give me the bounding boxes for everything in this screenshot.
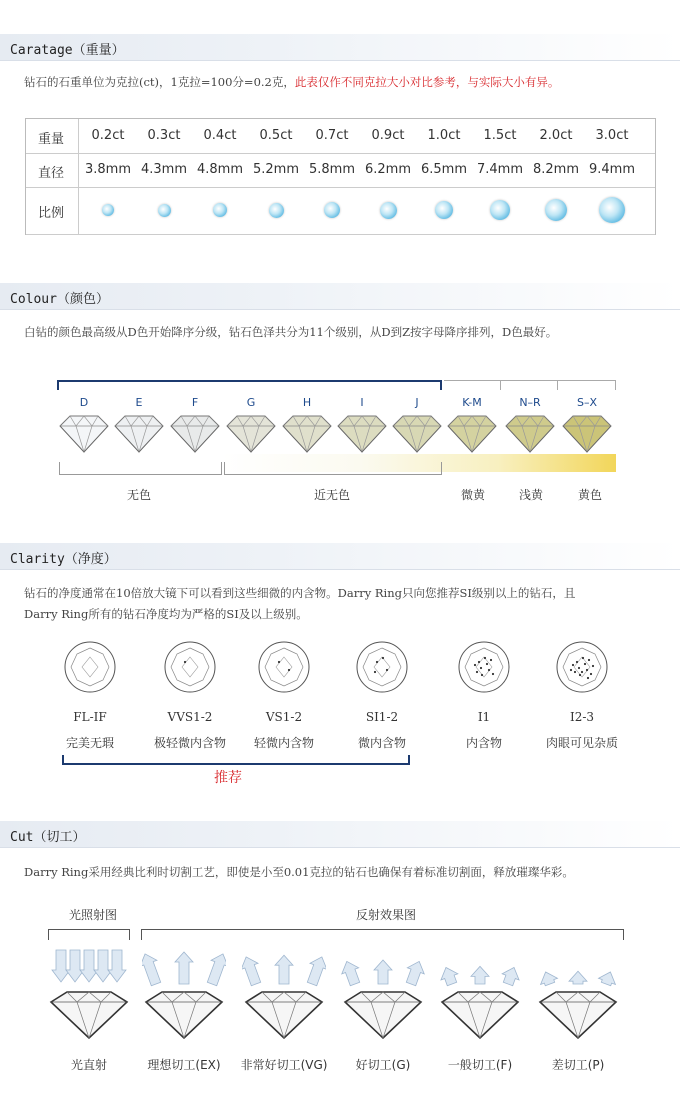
cut-diagram-icon: [536, 940, 620, 1040]
weight-cell: 0.4ct: [203, 128, 237, 143]
diamond-color-icon: [58, 412, 110, 454]
group-label: 微黄: [460, 488, 485, 502]
scale-tick: [57, 380, 59, 390]
group-bracket: [224, 462, 442, 475]
diamond-scale-icon: [545, 199, 567, 221]
scale-tick: [500, 380, 501, 390]
clarity-diamond-icon: [355, 640, 409, 694]
weight-cell: 1.5ct: [483, 128, 517, 143]
recommend-bracket: [62, 755, 410, 765]
colour-grade-label: J: [415, 396, 419, 409]
group-bracket: [59, 462, 222, 475]
colour-grade-label: D: [79, 396, 89, 409]
diamond-color-icon: [446, 412, 498, 454]
clarity-grade-desc: 肉眼可见杂质: [545, 736, 618, 750]
clarity-desc: [24, 583, 575, 625]
diamond-scale-icon: [324, 202, 340, 218]
cut-diagram-icon: [47, 940, 131, 1040]
diameter-cell: 3.8mm: [84, 162, 131, 177]
weight-cell: 0.3ct: [147, 128, 181, 143]
colour-grade-label: E: [135, 396, 143, 409]
row-label: 比例: [38, 206, 65, 221]
clarity-diamond-icon: [63, 640, 117, 694]
cut-diagram-icon: [341, 940, 425, 1040]
divider: [0, 569, 680, 570]
diameter-cell: 4.3mm: [140, 162, 187, 177]
diamond-scale-icon: [158, 204, 171, 217]
diamond-scale-icon: [269, 203, 284, 218]
scale-tick: [440, 380, 442, 390]
clarity-grade-label: I2-3: [569, 710, 595, 724]
group-label: 近无色: [313, 488, 350, 502]
reflect-group-bracket: [141, 929, 624, 940]
diameter-cell: 8.2mm: [532, 162, 579, 177]
cut-grade-label: 一般切工(F): [447, 1058, 513, 1072]
colour-scale-bar-gray: [444, 380, 616, 381]
clarity-diamond-icon: [457, 640, 511, 694]
clarity-diamond-icon: [257, 640, 311, 694]
clarity-grade-desc: 极轻微内含物: [153, 736, 226, 750]
cut-desc: Darry Ring采用经典比利时切割工艺，即使是小至0.01克拉的钻石也确保有着标准切割面，释放璀璨华彩。: [24, 865, 574, 879]
colour-header: [0, 283, 680, 309]
caratage-heading: Caratage（重量）: [10, 43, 125, 58]
clarity-desc-line1: 钻石的净度通常在10倍放大镜下可以看到这些细微的内含物。Darry Ring只向您推荐SI级别以上的钻石，且: [24, 586, 576, 600]
weight-cell: 2.0ct: [539, 128, 573, 143]
diameter-cell: 6.2mm: [364, 162, 411, 177]
cut-grade-label: 好切工(G): [355, 1058, 411, 1072]
cut-heading: Cut（切工）: [10, 830, 86, 845]
diamond-scale-icon: [490, 200, 510, 220]
diamond-color-icon: [281, 412, 333, 454]
weight-cell: 3.0ct: [595, 128, 629, 143]
colour-grade-label: N–R: [519, 396, 541, 409]
colour-grade-label: H: [302, 396, 312, 409]
caratage-header: [0, 34, 680, 60]
colour-grade-label: S–X: [576, 396, 598, 409]
diamond-color-icon: [561, 412, 613, 454]
colour-scale-bar: [57, 380, 442, 382]
diamond-color-icon: [504, 412, 556, 454]
weight-cell: 0.2ct: [91, 128, 125, 143]
caratage-desc-red: 此表仅作不同克拉大小对比参考，与实际大小有异。: [294, 75, 560, 89]
clarity-diamond-icon: [555, 640, 609, 694]
row-label: 直径: [38, 166, 65, 181]
cut-grade-label: 理想切工(EX): [147, 1058, 221, 1072]
diamond-color-icon: [225, 412, 277, 454]
light-group-bracket: [48, 929, 130, 940]
diamond-color-icon: [391, 412, 443, 454]
clarity-grade-label: VS1-2: [265, 710, 303, 724]
colour-desc: 白钻的颜色最高级从D色开始降序分级，钻石色泽共分为11个级别，从D到Z按字母降序排列，D色最好。: [24, 325, 558, 339]
colour-grade-label: I: [360, 396, 364, 409]
group-label: 浅黄: [518, 488, 543, 502]
weight-cell: 0.9ct: [371, 128, 405, 143]
diameter-cell: 5.8mm: [308, 162, 355, 177]
group-label: 无色: [126, 488, 151, 502]
clarity-grade-desc: 微内含物: [357, 736, 406, 750]
cut-diagram-icon: [438, 940, 522, 1040]
colour-grade-label: K-M: [462, 396, 482, 409]
diamond-scale-icon: [599, 197, 625, 223]
clarity-grade-desc: 完美无瑕: [65, 736, 114, 750]
clarity-desc-line2: Darry Ring所有的钻石净度均为严格的SI及以上级别。: [24, 607, 308, 621]
scale-tick: [557, 380, 558, 390]
clarity-grade-desc: 轻微内含物: [253, 736, 314, 750]
colour-grade-label: G: [246, 396, 256, 409]
clarity-grade-label: VVS1-2: [167, 710, 213, 724]
scale-tick: [615, 380, 616, 390]
clarity-grade-label: SI1-2: [365, 710, 399, 724]
diameter-cell: 6.5mm: [420, 162, 467, 177]
divider: [0, 309, 680, 310]
clarity-diamond-icon: [163, 640, 217, 694]
cut-grade-label: 差切工(P): [551, 1058, 605, 1072]
group-label: 黄色: [577, 488, 602, 502]
row-label: 重量: [38, 132, 65, 147]
weight-cell: 0.5ct: [259, 128, 293, 143]
diamond-color-icon: [113, 412, 165, 454]
diameter-cell: 9.4mm: [588, 162, 635, 177]
divider: [0, 847, 680, 848]
diamond-color-icon: [169, 412, 221, 454]
diamond-scale-icon: [213, 203, 227, 217]
colour-grade-label: F: [191, 396, 199, 409]
diamond-scale-icon: [102, 204, 114, 216]
clarity-header: [0, 543, 680, 569]
light-group-label: 光照射图: [69, 908, 118, 922]
caratage-desc: [24, 72, 559, 93]
carat-table: [25, 118, 656, 235]
recommend-label: 推荐: [214, 770, 242, 786]
diamond-color-icon: [336, 412, 388, 454]
cut-diagram-icon: [242, 940, 326, 1040]
weight-cell: 0.7ct: [315, 128, 349, 143]
cut-header: [0, 821, 680, 847]
cut-grade-label: 光直射: [70, 1058, 107, 1072]
weight-cell: 1.0ct: [427, 128, 461, 143]
cut-diagram-icon: [142, 940, 226, 1040]
diamond-scale-icon: [380, 202, 397, 219]
clarity-heading: Clarity（净度）: [10, 552, 117, 567]
diamond-scale-icon: [435, 201, 453, 219]
diameter-cell: 5.2mm: [252, 162, 299, 177]
clarity-grade-label: FL-IF: [73, 710, 107, 724]
reflect-group-label: 反射效果图: [356, 908, 417, 922]
diameter-cell: 4.8mm: [196, 162, 243, 177]
clarity-grade-label: I1: [477, 710, 491, 724]
cut-grade-label: 非常好切工(VG): [240, 1058, 328, 1072]
diameter-cell: 7.4mm: [476, 162, 523, 177]
caratage-desc-text: 钻石的石重单位为克拉(ct)，1克拉=100分=0.2克，: [24, 75, 295, 89]
clarity-grade-desc: 内含物: [465, 736, 502, 750]
divider: [0, 60, 680, 61]
colour-heading: Colour（颜色）: [10, 292, 109, 307]
